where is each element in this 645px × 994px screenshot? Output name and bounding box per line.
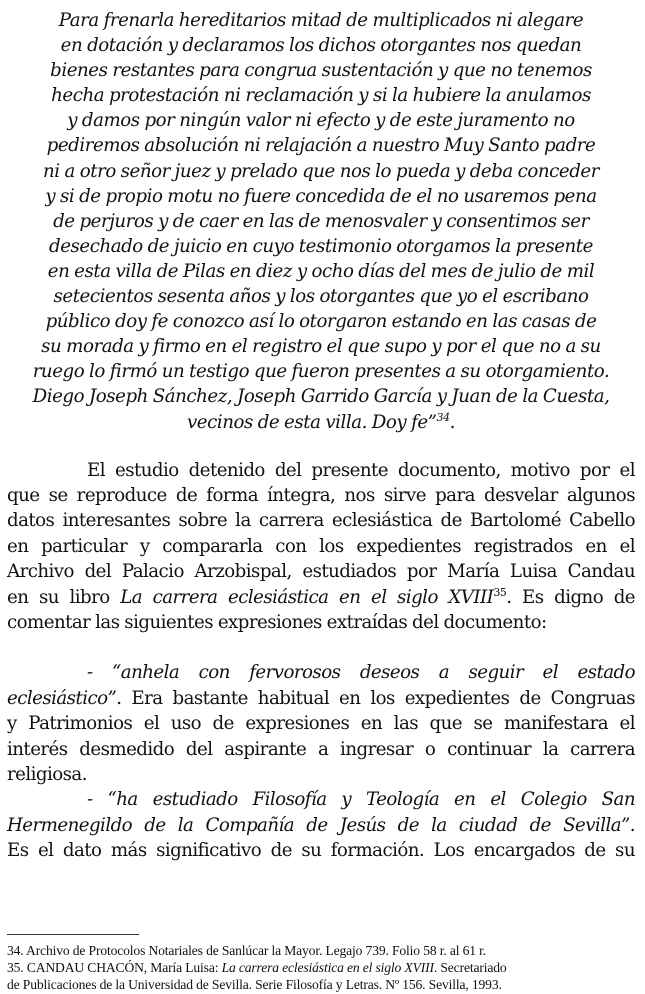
paragraph-line (7, 813, 635, 838)
quote-last-text: vecinos de esta villa. Doy fe” (186, 411, 437, 433)
footnote-35-cont: de Publicaciones de la Universidad de Sevilla. Serie Filosofía y Letras. Nº 156. Sevilla, 1993. (7, 977, 502, 993)
footnote-text: . Secretariado (433, 960, 507, 976)
paragraph-line: Archivo del Palacio Arzobispal, estudiados por María Luisa Candau (7, 561, 635, 583)
quote-line: setecientos sesenta años y los otorgantes que yo el escribano (53, 286, 589, 308)
paragraph-line: y Patrimonios el uso de expresiones en las que se manifestara el (7, 713, 635, 735)
quoted-document-text (7, 8, 635, 435)
quote-line: desechado de juicio en cuyo testimonio otorgamos la presente (49, 235, 593, 257)
footnote-ref-35: 35 (493, 585, 507, 599)
quote-line: bienes restantes para congrua sustentación y que no tenemos (50, 60, 592, 82)
paragraph-line: que se reproduce de forma íntegra, nos sirve para desvelar algunos (7, 485, 635, 506)
paragraph-line: interés desmedido del aspirante a ingresar o continuar la carrera (7, 738, 635, 760)
quote-line: Para frenarla hereditarios mitad de multiplicados ni alegare (58, 10, 584, 31)
footnote-ref-34: 34 (436, 410, 450, 424)
footnote-text: 35. CANDAU CHACÓN, María Luisa: (7, 960, 222, 976)
quote-line: público doy fe conozco así lo otorgaron estando en las casas de (45, 311, 597, 333)
quote-line: en esta villa de Pilas en diez y ocho días del mes de julio de mil (47, 260, 595, 282)
paragraph-line: religiosa. (7, 764, 87, 786)
paragraph-line (7, 660, 635, 685)
paragraph-line (7, 585, 635, 610)
paragraph-text: . Es digno de (506, 586, 635, 608)
quote-line: pediremos absolución ni relajación a nuestro Muy Santo padre (46, 135, 596, 157)
document-page (7, 8, 635, 864)
footnote-divider (7, 934, 139, 935)
quote-line: en dotación y declaramos los dichos otorgantes nos quedan (60, 35, 582, 57)
paragraph-line (7, 686, 635, 711)
paragraph-line: en particular y compararla con los expedientes registrados en el (7, 535, 635, 557)
quote-line: Diego Joseph Sánchez, Joseph Garrido García y Juan de la Cuesta, (32, 386, 610, 408)
paragraph-anhela (7, 660, 635, 787)
paragraph-line: Es el dato más significativo de su formación. Los encargados de su (7, 840, 635, 862)
paragraph-text: en su libro (7, 586, 121, 608)
quote-line: ni a otro señor juez y prelado que nos lo pueda y deba conceder (43, 160, 599, 182)
quote-last-line (7, 410, 635, 435)
paragraph-estudiado (7, 787, 635, 863)
quoted-expression: Hermenegildo de la Compañía de Jesús de la ciudad de Sevilla”. (7, 814, 635, 836)
quoted-expression: eclesiástico”. (7, 687, 122, 709)
quote-last-end: . (449, 411, 455, 433)
paragraph-line: El estudio detenido del presente documento, motivo por el (87, 459, 635, 481)
quote-line: hecha protestación ni reclamación y si la hubiere la anulamos (51, 85, 591, 107)
paragraph-line (7, 787, 635, 812)
quote-line: su morada y firmo en el registro el que supo y por el que no a su (41, 336, 601, 358)
quoted-expression: - “ha estudiado Filosofía y Teología en el Colegio San (87, 789, 635, 811)
footnote-35 (7, 959, 635, 976)
paragraph-text: Era bastante habitual en los expedientes de Congruas (121, 687, 635, 709)
quoted-expression: - “anhela con fervorosos deseos a seguir el estado (87, 662, 635, 684)
paragraph-line: comentar las siguientes expresiones extraídas del documento: (7, 612, 547, 634)
paragraph-line: datos interesantes sobre la carrera eclesiástica de Bartolomé Cabello (7, 510, 635, 532)
quote-line: de perjuros y de caer en las de menosvaler y consentimos ser (53, 210, 589, 232)
quote-line: y damos por ningún valor ni efecto y de este juramento no (67, 110, 575, 132)
quote-line: y si de propio motu no fuere concedida de el no usaremos pena (45, 185, 597, 207)
footnote-book-title: La carrera eclesiástica en el siglo XVIII (221, 960, 434, 976)
footnote-34: 34. Archivo de Protocolos Notariales de Sanlúcar la Mayor. Legajo 739. Folio 58 r. al 61 r. (7, 943, 487, 958)
quote-line: ruego lo firmó un testigo que fueron presentes a su otorgamiento. (32, 361, 610, 383)
book-title: La carrera eclesiástica en el siglo XVIII (120, 586, 494, 608)
paragraph-study (7, 458, 635, 636)
